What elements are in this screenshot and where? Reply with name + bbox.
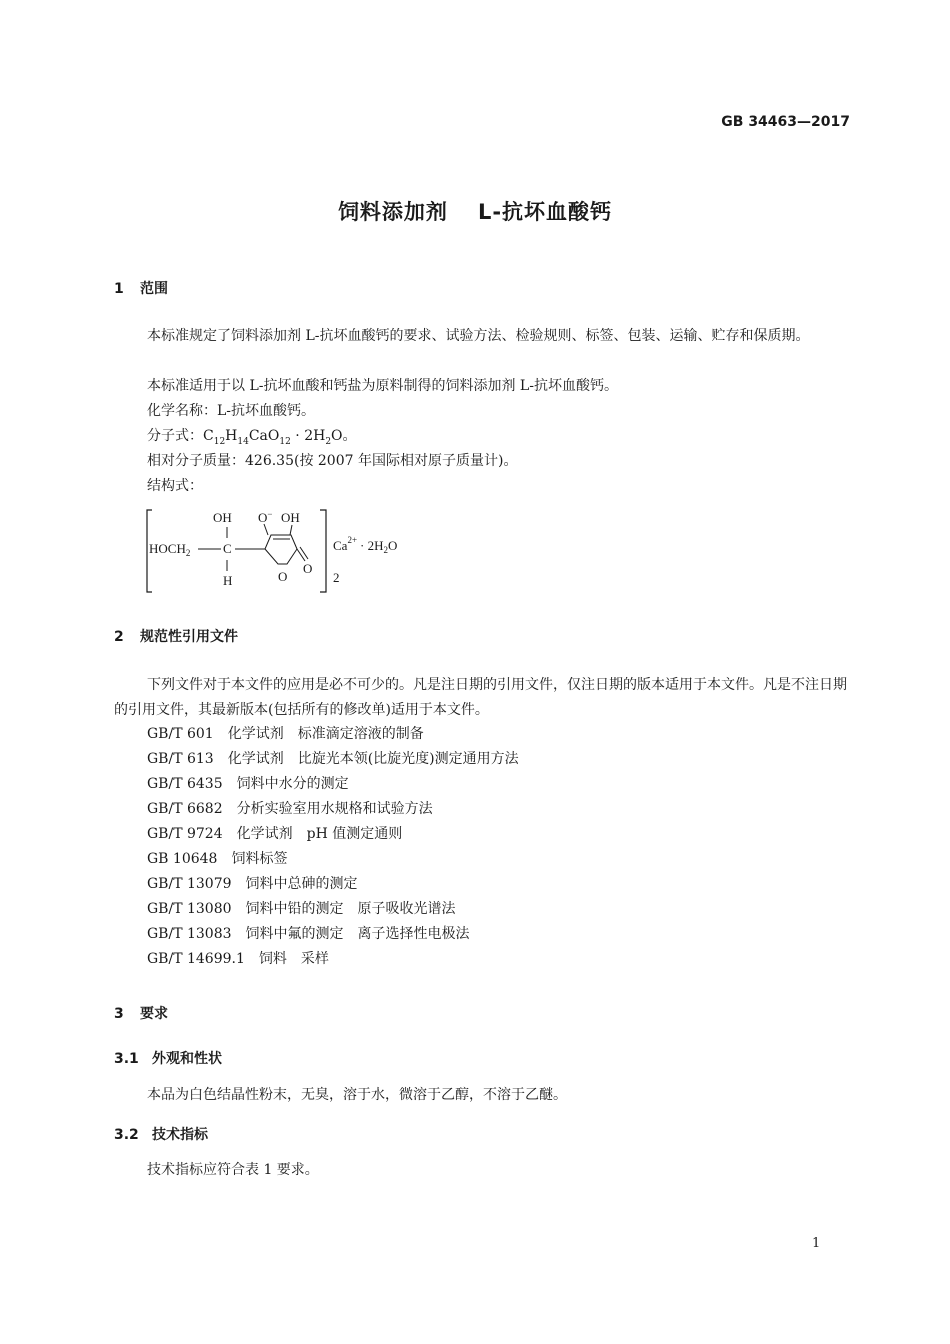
section-title: 范围 [140,281,168,297]
reference-title: 化学试剂 pH 值测定通则 [236,826,403,842]
label-ca-charge: 2+ [347,535,358,545]
reference-code: GB/T 613 [147,751,214,767]
reference-item [147,773,349,793]
label-stoichiometry: 2 [333,570,340,585]
formula-ca: CaO [248,428,280,444]
reference-code: GB/T 601 [147,726,214,742]
section-title: 规范性引用文件 [140,629,238,645]
label-hoch2 [149,541,190,558]
reference-title: 饲料标签 [231,851,288,867]
subsection-number: 3.1 [114,1051,139,1067]
section-3-1-heading [114,1048,222,1068]
section-3-1-text: 本品为白色结晶性粉末，无臭，溶于水，微溶于乙醇，不溶于乙醚。 [147,1087,567,1103]
label-hoch2-sub: 2 [185,548,191,558]
subsection-title: 技术指标 [152,1127,208,1143]
label-water-sub: 2 [383,545,388,555]
structural-formula [140,505,430,597]
label-keto-oxygen: O [303,561,313,576]
reference-title: 化学试剂 标准滴定溶液的制备 [227,726,424,742]
label-ca: Ca [333,538,348,553]
reference-title: 分析实验室用水规格和试验方法 [236,801,433,817]
right-bracket [320,510,326,592]
reference-item [147,873,358,893]
bond-keto [297,549,305,561]
section-number: 2 [114,629,124,645]
reference-code: GB/T 13083 [147,926,232,942]
title-main: 饲料添加剂 [337,200,448,224]
reference-title: 饲料中水分的测定 [236,776,349,792]
label-calcium [333,535,397,555]
chemical-name: 化学名称：L-抗坏血酸钙。 [147,403,316,419]
reference-item [147,723,424,743]
formula-c: C [203,428,214,444]
reference-item [147,948,329,968]
reference-item [147,898,456,918]
section-2-heading [114,626,238,646]
formula-tail: · 2H [290,428,326,444]
label-oh-2: OH [281,510,300,525]
reference-title: 饲料中氟的测定 离子选择性电极法 [245,926,470,942]
reference-code: GB/T 14699.1 [147,951,245,967]
reference-item [147,798,433,818]
formula-h2-sub: 2 [325,436,332,447]
document-title [0,196,950,226]
section-1-paragraph-1: 本标准规定了饲料添加剂 L-抗坏血酸钙的要求、试验方法、检验规则、标签、包装、运输、贮存和保质期。 [147,328,810,344]
molecular-mass: 相对分子质量：426.35(按 2007 年国际相对原子质量计)。 [147,453,518,469]
label-hydrogen: H [223,573,233,588]
formula-h-sub: 14 [237,436,249,447]
reference-code: GB/T 9724 [147,826,223,842]
section-1-paragraph-2: 本标准适用于以 L-抗坏血酸和钙盐为原料制得的饲料添加剂 L-抗坏血酸钙。 [147,378,618,394]
bond-keto-double [300,547,308,559]
subsection-title: 外观和性状 [152,1051,222,1067]
label-minus: − [267,509,273,519]
title-sub: L-抗坏血酸钙 [477,200,613,224]
section-1-heading [114,278,168,298]
label-water-o: O [388,538,398,553]
structure-label: 结构式： [147,478,203,494]
formula-label: 分子式： [147,428,203,444]
page-number: 1 [812,1236,821,1251]
label-carbon: C [223,541,232,556]
label-water: · 2H [360,538,384,553]
label-hoch: HOCH [149,541,186,556]
reference-item [147,923,470,943]
reference-title: 化学试剂 比旋光本领(比旋光度)测定通用方法 [227,751,519,767]
section-2-paragraph: 下列文件对于本文件的应用是必不可少的。凡是注日期的引用文件，仅注日期的版本适用于本文件。凡是不注日期的引用文件，其最新版本(包括所有的修改单)适用于本文件。 [114,677,847,718]
formula-o-sub: 12 [279,436,291,447]
subsection-number: 3.2 [114,1127,139,1143]
label-o: O [258,510,268,525]
reference-item [147,848,287,868]
section-number: 3 [114,1006,124,1022]
label-o-minus [258,509,272,525]
section-title: 要求 [140,1006,168,1022]
reference-code: GB/T 13079 [147,876,232,892]
bond-o-minus [264,524,268,535]
bond-oh-2 [290,525,292,535]
reference-title: 饲料中铅的测定 原子吸收光谱法 [245,901,456,917]
reference-code: GB 10648 [147,851,218,867]
reference-code: GB/T 13080 [147,901,232,917]
section-number: 1 [114,281,124,297]
formula-end: O。 [331,428,357,444]
reference-title: 饲料 采样 [258,951,329,967]
reference-code: GB/T 6435 [147,776,223,792]
formula-h: H [225,428,238,444]
label-ring-oxygen: O [278,569,288,584]
reference-code: GB/T 6682 [147,801,223,817]
reference-item [147,823,402,843]
section-3-heading [114,1003,168,1023]
reference-item [147,748,519,768]
section-3-2-text: 技术指标应符合表 1 要求。 [147,1162,319,1178]
label-oh-1: OH [213,510,232,525]
section-3-2-heading [114,1124,208,1144]
standard-number: GB 34463—2017 [721,114,850,130]
reference-title: 饲料中总砷的测定 [245,876,358,892]
formula-c-sub: 12 [213,436,226,447]
